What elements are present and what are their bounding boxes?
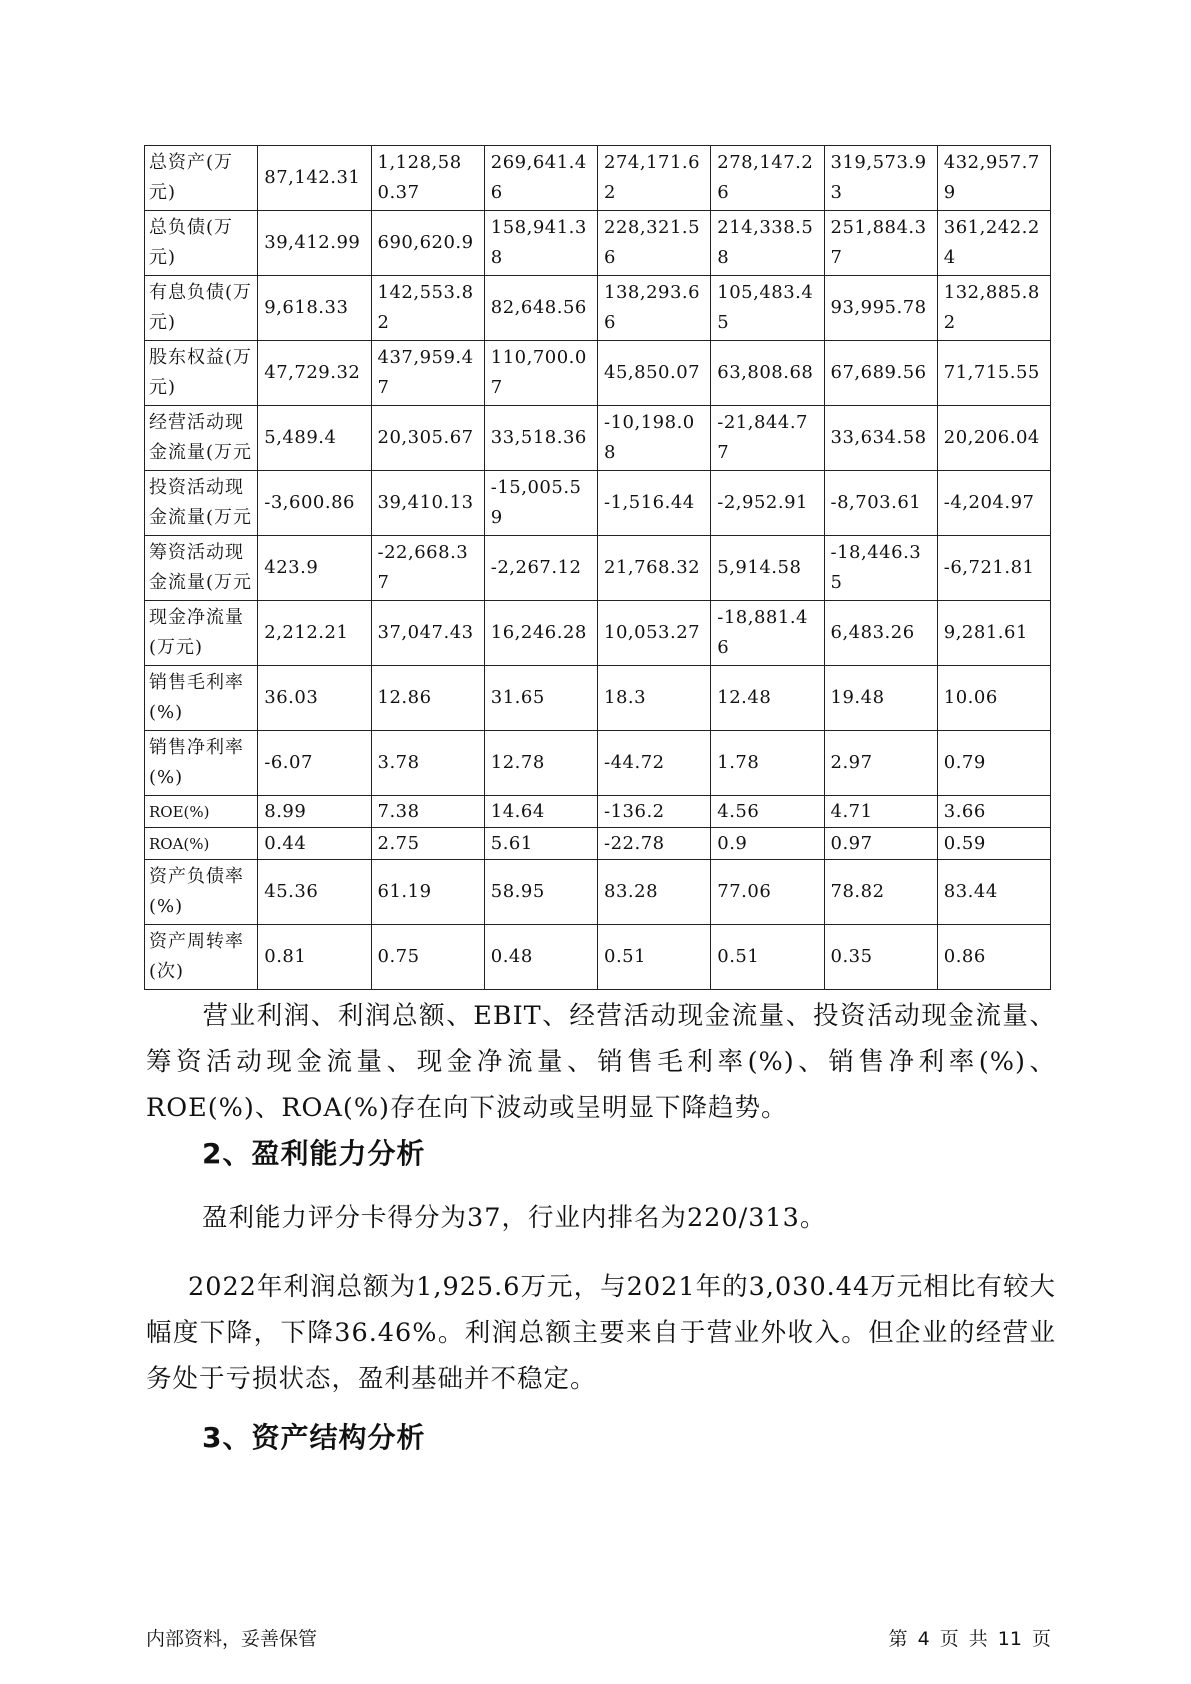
- table-cell: 45.36: [258, 860, 371, 925]
- table-cell: 14.64: [484, 796, 597, 828]
- table-row-label: 销售净利率(%): [145, 731, 258, 796]
- table-cell: 9,281.61: [937, 601, 1050, 666]
- table-cell: 93,995.78: [824, 276, 937, 341]
- table-cell: 214,338.58: [711, 211, 824, 276]
- table-cell: -136.2: [598, 796, 711, 828]
- paragraph-profit-score: [146, 1195, 1056, 1241]
- table-row: [145, 341, 1051, 406]
- table-cell: 0.97: [824, 828, 937, 860]
- table-row: [145, 471, 1051, 536]
- paragraph-trend: [146, 993, 1056, 1131]
- table-cell: 105,483.45: [711, 276, 824, 341]
- table-cell: 39,410.13: [371, 471, 484, 536]
- table-row: [145, 211, 1051, 276]
- table-row: [145, 276, 1051, 341]
- table-cell: 12.48: [711, 666, 824, 731]
- table-cell: 10.06: [937, 666, 1050, 731]
- table-cell: 67,689.56: [824, 341, 937, 406]
- table-row-label: 股东权益(万元): [145, 341, 258, 406]
- table-cell: 423.9: [258, 536, 371, 601]
- table-cell: 10,053.27: [598, 601, 711, 666]
- table-cell: 0.59: [937, 828, 1050, 860]
- table-cell: -2,267.12: [484, 536, 597, 601]
- paragraph-profit-score-text: 盈利能力评分卡得分为37，行业内排名为220/313。: [202, 1203, 827, 1233]
- table-cell: 2.97: [824, 731, 937, 796]
- table-cell: 37,047.43: [371, 601, 484, 666]
- table-row: [145, 925, 1051, 990]
- table-cell: -2,952.91: [711, 471, 824, 536]
- table-cell: 61.19: [371, 860, 484, 925]
- table-cell: -22,668.37: [371, 536, 484, 601]
- table-cell: 16,246.28: [484, 601, 597, 666]
- table-cell: 0.81: [258, 925, 371, 990]
- table-row: [145, 146, 1051, 211]
- table-cell: 0.79: [937, 731, 1050, 796]
- footer-page-number: 第 4 页 共 11 页: [888, 1628, 1051, 1650]
- table-cell: 83.44: [937, 860, 1050, 925]
- table-cell: 158,941.38: [484, 211, 597, 276]
- table-cell: 0.48: [484, 925, 597, 990]
- table-cell: 138,293.66: [598, 276, 711, 341]
- table-cell: -3,600.86: [258, 471, 371, 536]
- table-cell: 33,518.36: [484, 406, 597, 471]
- section-heading-profitability: 2、盈利能力分析: [202, 1137, 426, 1170]
- table-cell: 0.51: [598, 925, 711, 990]
- table-row-label: 销售毛利率(%): [145, 666, 258, 731]
- table-row: [145, 536, 1051, 601]
- table-cell: 77.06: [711, 860, 824, 925]
- table-cell: 3.78: [371, 731, 484, 796]
- table-cell: -6,721.81: [937, 536, 1050, 601]
- table-cell: 278,147.26: [711, 146, 824, 211]
- table-cell: 39,412.99: [258, 211, 371, 276]
- table-cell: 36.03: [258, 666, 371, 731]
- table-cell: 690,620.9: [371, 211, 484, 276]
- paragraph-profit-detail-text: 2022年利润总额为1,925.6万元，与2021年的3,030.44万元相比有较大幅度下降，下降36.46%。利润总额主要来自于营业外收入。但企业的经营业务处于亏损状态，盈利基础并不稳定。: [146, 1272, 1056, 1394]
- table-cell: 142,553.82: [371, 276, 484, 341]
- table-cell: 1.78: [711, 731, 824, 796]
- table-row: [145, 828, 1051, 860]
- table-cell: 12.78: [484, 731, 597, 796]
- table-cell: 269,641.46: [484, 146, 597, 211]
- table-cell: 21,768.32: [598, 536, 711, 601]
- table-cell: 8.99: [258, 796, 371, 828]
- table-cell: 3.66: [937, 796, 1050, 828]
- footer-confidential-note: 内部资料，妥善保管: [146, 1628, 318, 1650]
- table-row-label: 资产周转率(次): [145, 925, 258, 990]
- table-cell: 12.86: [371, 666, 484, 731]
- table-cell: 18.3: [598, 666, 711, 731]
- table-row-label: 经营活动现金流量(万元: [145, 406, 258, 471]
- table-row-label: 现金净流量(万元): [145, 601, 258, 666]
- table-cell: 0.75: [371, 925, 484, 990]
- table-row-label: 资产负债率(%): [145, 860, 258, 925]
- table-cell: -21,844.77: [711, 406, 824, 471]
- paragraph-trend-text: 营业利润、利润总额、EBIT、经营活动现金流量、投资活动现金流量、筹资活动现金流量、现金净流量、销售毛利率(%)、销售净利率(%)、ROE(%)、ROA(%)存在向下波动或呈明显下降趋势。: [146, 1001, 1056, 1123]
- table-row-label: 投资活动现金流量(万元: [145, 471, 258, 536]
- table-cell: 33,634.58: [824, 406, 937, 471]
- table-cell: 82,648.56: [484, 276, 597, 341]
- table-row: [145, 406, 1051, 471]
- table-cell: -44.72: [598, 731, 711, 796]
- table-cell: 5,489.4: [258, 406, 371, 471]
- table-cell: 31.65: [484, 666, 597, 731]
- table-cell: -22.78: [598, 828, 711, 860]
- table-cell: 6,483.26: [824, 601, 937, 666]
- table-cell: 71,715.55: [937, 341, 1050, 406]
- table-cell: 0.86: [937, 925, 1050, 990]
- section-heading-asset-structure: 3、资产结构分析: [202, 1421, 426, 1454]
- table-row-label: 总资产(万元): [145, 146, 258, 211]
- table-cell: 0.9: [711, 828, 824, 860]
- table-cell: 9,618.33: [258, 276, 371, 341]
- table-cell: -18,446.35: [824, 536, 937, 601]
- table-cell: 274,171.62: [598, 146, 711, 211]
- table-cell: 132,885.82: [937, 276, 1050, 341]
- table-cell: 319,573.93: [824, 146, 937, 211]
- table-cell: 2.75: [371, 828, 484, 860]
- table-cell: 87,142.31: [258, 146, 371, 211]
- table-cell: 47,729.32: [258, 341, 371, 406]
- table-cell: -4,204.97: [937, 471, 1050, 536]
- table-cell: -18,881.46: [711, 601, 824, 666]
- table-cell: 251,884.37: [824, 211, 937, 276]
- table-row: [145, 860, 1051, 925]
- table-cell: -15,005.59: [484, 471, 597, 536]
- table-cell: 20,206.04: [937, 406, 1050, 471]
- table-cell: -6.07: [258, 731, 371, 796]
- table-cell: -1,516.44: [598, 471, 711, 536]
- table-cell: 437,959.47: [371, 341, 484, 406]
- table-cell: 78.82: [824, 860, 937, 925]
- table-row-label: 筹资活动现金流量(万元: [145, 536, 258, 601]
- table-row: [145, 666, 1051, 731]
- table-cell: 228,321.56: [598, 211, 711, 276]
- table-cell: 5.61: [484, 828, 597, 860]
- table-cell: 0.51: [711, 925, 824, 990]
- table-cell: 1,128,580.37: [371, 146, 484, 211]
- financial-table: [144, 145, 1051, 990]
- table-cell: 63,808.68: [711, 341, 824, 406]
- table-row-label: ROE(%): [145, 796, 258, 828]
- table-cell: 0.44: [258, 828, 371, 860]
- table-row-label: 有息负债(万元): [145, 276, 258, 341]
- table-cell: 7.38: [371, 796, 484, 828]
- table-row-label: ROA(%): [145, 828, 258, 860]
- table-cell: 4.71: [824, 796, 937, 828]
- table-cell: 0.35: [824, 925, 937, 990]
- table-cell: 20,305.67: [371, 406, 484, 471]
- table-cell: 361,242.24: [937, 211, 1050, 276]
- paragraph-profit-detail: [146, 1264, 1056, 1402]
- financial-table-body: [145, 146, 1051, 990]
- table-row: [145, 601, 1051, 666]
- table-row: [145, 796, 1051, 828]
- table-cell: 110,700.07: [484, 341, 597, 406]
- table-cell: 4.56: [711, 796, 824, 828]
- table-cell: 58.95: [484, 860, 597, 925]
- table-cell: -10,198.08: [598, 406, 711, 471]
- table-cell: 19.48: [824, 666, 937, 731]
- table-row-label: 总负债(万元): [145, 211, 258, 276]
- table-cell: 432,957.79: [937, 146, 1050, 211]
- table-row: [145, 731, 1051, 796]
- table-cell: 5,914.58: [711, 536, 824, 601]
- table-cell: 45,850.07: [598, 341, 711, 406]
- table-cell: 83.28: [598, 860, 711, 925]
- table-cell: 2,212.21: [258, 601, 371, 666]
- table-cell: -8,703.61: [824, 471, 937, 536]
